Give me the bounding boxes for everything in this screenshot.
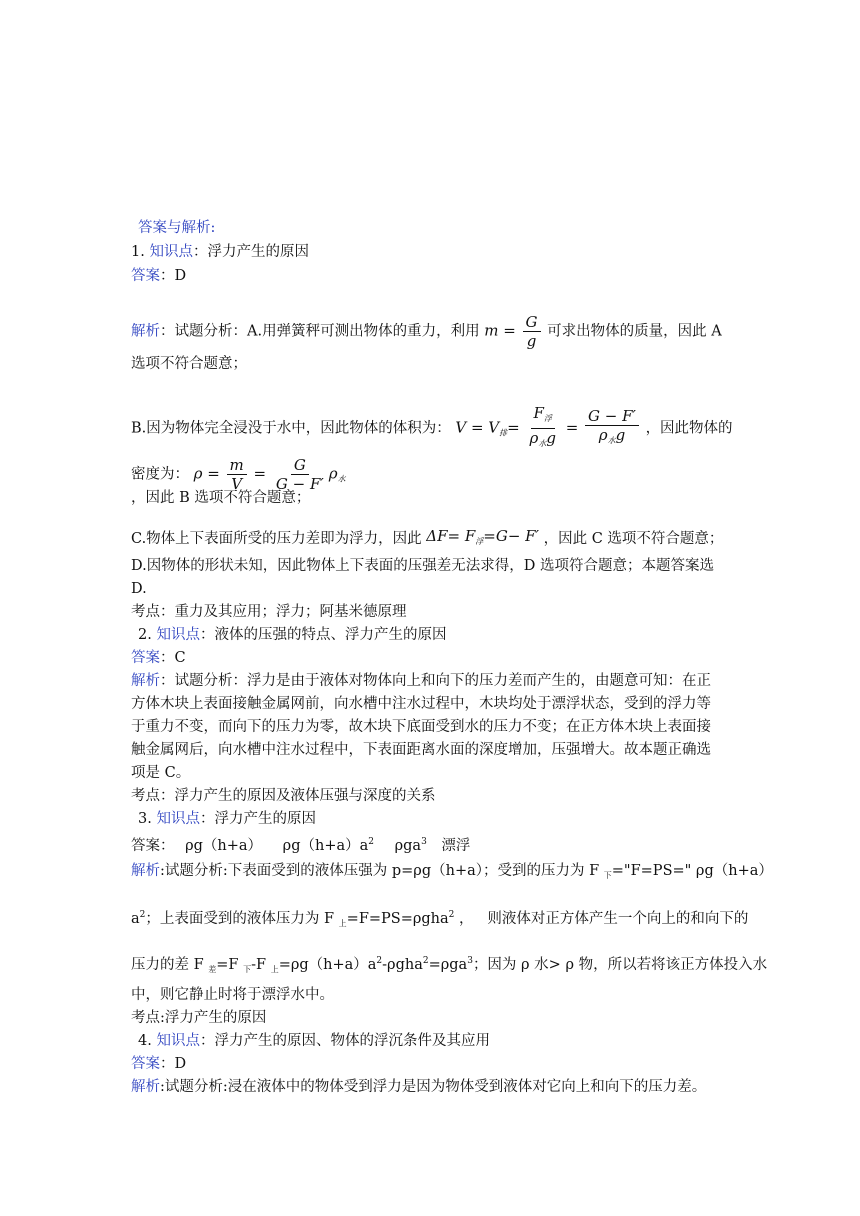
q1-exp-label: 解析: [131, 323, 160, 340]
q1-exp-d1: D.因物体的形状未知，因此物体上下表面的压强差无法求得，D 选项符合题意；本题答案选: [131, 558, 714, 574]
formula-volume: $V = V_排=$ $\frac{F_浮}{\rho_水g}$ = $\frac{G - F'}{\rho_水g}$: [455, 404, 641, 453]
q1-exp-c2: ，因此 C 选项不符合题意；: [543, 531, 724, 547]
q1-exp-a2: 可求出物体的质量，因此 A: [547, 323, 722, 340]
q3-kaodian: 考点:浮力产生的原因: [131, 1010, 267, 1026]
q1-kp-label: 知识点: [149, 244, 193, 260]
q3-kp-label: 知识点: [156, 811, 200, 827]
formula-density: ρ = $\frac{m}{V}$ = $\frac{G}{G - F'}$ $\rho_水$: [193, 456, 346, 493]
q4-kp-label: 知识点: [156, 1033, 200, 1049]
q1-exp-b1: B.因为物体完全浸没于水中，因此物体的体积为：: [131, 420, 451, 437]
q4-knowledge-point: [138, 1031, 490, 1051]
q3-ans-v2-wrap: $\rho g(h+a)a^2$: [282, 837, 374, 854]
q1-kp-text: ：浮力产生的原因: [192, 244, 309, 260]
q2-exp-l1: ：试题分析：浮力是由于液体对物体向上和向下的压力差而产生的，由题意可知：在正: [160, 673, 711, 689]
q4-number: 4.: [138, 1033, 152, 1049]
q1-answer-text: ：D: [160, 268, 187, 284]
q1-explanation-c: [131, 526, 723, 552]
q3-explanation-line-4: 中，则它静止时将于漂浮水中。: [131, 987, 334, 1003]
q3-ans-v3: ρga: [394, 838, 422, 854]
q2-knowledge-point: [138, 625, 446, 645]
q1-exp-b3: 密度为：: [131, 466, 189, 483]
q2-answer-text: ：C: [160, 650, 186, 666]
q2-kp-label: 知识点: [156, 627, 200, 643]
q2-exp-l5: 项是 C。: [131, 765, 191, 781]
q2-kp-text: ：液体的压强的特点、浮力产生的原因: [199, 627, 447, 643]
q2-exp-label: 解析: [131, 673, 160, 689]
q1-exp-c1: C.物体上下表面所受的压力差即为浮力，因此: [131, 531, 422, 547]
q3-explanation-line-1: 解析:试题分析:下表面受到的液体压强为 p=ρg（h+a）；受到的压力为 F $_下$="F=PS=" ρg（h+a）: [131, 863, 773, 880]
q4-explanation: [131, 1077, 706, 1097]
q1-exp-b4: ，因此 B 选项不符合题意；: [131, 490, 311, 506]
q3-knowledge-point: [138, 809, 316, 829]
q4-exp-text: :试题分析:浸在液体中的物体受到浮力是因为物体受到液体对它向上和向下的压力差。: [160, 1079, 707, 1095]
q1-answer-label: 答案: [131, 268, 160, 284]
q3-answer: [131, 832, 470, 856]
answers-header: 答案与解析:: [138, 220, 216, 236]
q2-exp-l3: 于重力不变，而向下的压力为零，故木块下底面受到水的压力不变；在正方体木块上表面接: [131, 719, 711, 735]
q1-answer: [131, 266, 186, 286]
q1-exp-a3: 选项不符合题意；: [131, 356, 247, 372]
q3-ans-v2: ρg（h+a）a: [282, 838, 369, 854]
q1-kaodian: 考点：重力及其应用；浮力；阿基米德原理: [131, 604, 407, 620]
q3-ans-v4: 漂浮: [441, 838, 471, 854]
q4-kp-text: ：浮力产生的原因、物体的浮沉条件及其应用: [199, 1033, 490, 1049]
q2-exp-l2: 方体木块上表面接触金属网前，向水槽中注水过程中，木块均处于漂浮状态，受到的浮力等: [131, 696, 711, 712]
formula-buoyancy-diff: $\Delta F= F_浮=G- F'$: [426, 527, 539, 546]
q1-exp-d2: D.: [131, 581, 147, 597]
q1-number: 1.: [131, 244, 145, 260]
q2-exp-l4: 触金属网后，向水槽中注水过程中，下表面距离水面的深度增加，压强增大。故本题正确选: [131, 742, 711, 758]
q1-exp-b2: ，因此物体的: [645, 420, 733, 437]
q2-answer: [131, 648, 186, 668]
q1-exp-a1: ：试题分析：A.用弹簧秤可测出物体的重力，利用: [160, 323, 480, 340]
q1-explanation-b: [131, 404, 733, 453]
q2-answer-label: 答案: [131, 650, 160, 666]
q2-kaodian: 考点：浮力产生的原因及液体压强与深度的关系: [131, 788, 436, 804]
formula-mass: m = $\frac{G}{g}$: [484, 313, 542, 350]
q3-exp-label: 解析: [131, 863, 160, 879]
q4-exp-label: 解析: [131, 1079, 160, 1095]
q3-ans-v1: ρg（h+a）: [185, 838, 263, 854]
q3-ans-v3-wrap: ρga$^3$: [394, 837, 427, 854]
q3-explanation-line-2: $a^2$；上表面受到的液体压力为 F $_上$=F=PS=ρgha$^2$ ， 则液体对正方体产生一个向上的和向下的: [131, 910, 749, 928]
q3-kp-text: ：浮力产生的原因: [199, 811, 316, 827]
q4-answer-label: 答案: [131, 1056, 160, 1072]
q4-answer: [131, 1054, 186, 1074]
q4-answer-text: ：D: [160, 1056, 187, 1072]
q3-explanation-line-3: 压力的差 F $_差$=F $_下$-F $_上=\rho g(h+a)a^2-\rho gha^2=\rho ga^3$；因为 ρ 水> ρ 物，所以若将该正方体投入水: [131, 956, 768, 974]
q3-answer-label: 答案：: [131, 838, 175, 854]
q1-knowledge-point: [131, 242, 309, 262]
q1-explanation-a: [131, 313, 722, 350]
q2-explanation-line-1: [131, 671, 711, 691]
q2-number: 2.: [138, 627, 152, 643]
q3-number: 3.: [138, 811, 152, 827]
